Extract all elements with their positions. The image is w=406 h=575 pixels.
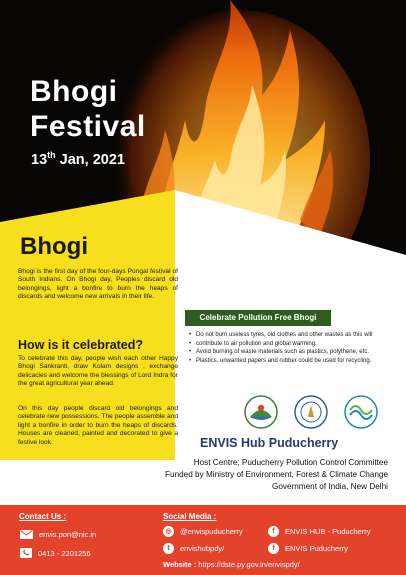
pollution-free-badge: Celebrate Pollution Free Bhogi	[185, 310, 331, 326]
title-line-2: Festival	[30, 110, 146, 143]
facebook-page-1[interactable]: ENVIS HUB - Puducherry	[285, 527, 371, 536]
contact-heading: Contact Us :	[19, 512, 67, 521]
festival-date	[31, 150, 125, 168]
tip-item: • Plastics, unwanted papers and rubber could be used for recycling.	[189, 357, 389, 366]
tip-item: • contribute to air pollution and global warming.	[189, 340, 389, 349]
envis-hub-title: ENVIS Hub Puducherry	[200, 436, 339, 450]
footer	[0, 505, 406, 575]
government-text: Government of India, New Delhi	[271, 482, 388, 491]
twitter-handle[interactable]: envishubpdy/	[180, 544, 225, 553]
facebook-icon: f	[268, 543, 279, 554]
date-rest: Jan, 2021	[55, 151, 125, 168]
title-line-1: Bhogi	[30, 75, 118, 108]
puducherry-govt-logo	[244, 395, 278, 429]
twitter-link[interactable]	[163, 543, 224, 554]
email-contact[interactable]	[20, 530, 96, 539]
date-suffix: th	[47, 150, 56, 160]
tip-item: • Do not burn useless tyres, old clothes and other wastes as this will	[189, 331, 389, 340]
moefcc-emblem-logo	[294, 395, 328, 429]
celebrated-paragraph-2: On this day people discard old belongings and celebrate new possessions. The people assemble and light a bonfire in order to burn the heaps of discards. Houses are cleaned, painted and decorated to give a festive look.	[18, 405, 178, 446]
celebrated-heading: How is it celebrated?	[18, 338, 144, 352]
facebook-link-2[interactable]	[268, 543, 348, 554]
bhogi-description: Bhogi is the first day of the four-days Pongal festival of South Indians. On Bhogi day, Peoples discard old belongings, light a bonfire to burn the heaps of discards and welcome new arrivals in their life.	[18, 268, 178, 301]
instagram-icon: ◎	[163, 526, 174, 537]
bhogi-heading: Bhogi	[20, 233, 88, 260]
social-media-heading: Social Media :	[163, 512, 217, 521]
website-line	[163, 560, 300, 569]
facebook-link-1[interactable]	[268, 526, 370, 537]
website-label: Website :	[163, 560, 197, 569]
instagram-link[interactable]	[163, 526, 243, 537]
celebrated-paragraph-1: To celebrate this day, people wish each other Happy Bhogi Sankranti, draw Kolam designs , exchange delicacies and welcome the blessings of Lord Indra for the great agricultural year ahead.	[18, 355, 178, 388]
funded-by-text: Funded by Ministry of Environment, Forest & Climate Change	[165, 470, 388, 479]
pollution-tips-list	[189, 331, 389, 365]
date-day: 13	[31, 151, 48, 168]
facebook-page-2[interactable]: ENVIS Puducherry	[285, 544, 348, 553]
host-centre-text: Host Centre: Puducherry Pollution Control Committee	[193, 458, 388, 467]
website-url[interactable]: https://dste.py.gov.in/envispdy/	[198, 560, 300, 569]
envis-logo	[344, 395, 378, 429]
instagram-handle[interactable]: @envispuducherry	[180, 527, 243, 536]
email-text[interactable]: envis.pon@nic.in	[39, 530, 97, 539]
email-icon	[20, 530, 33, 539]
facebook-icon: f	[268, 526, 279, 537]
tip-item: • Avoid burning of waste materials such as plastics, polythene, etc.	[189, 348, 389, 357]
twitter-icon: t	[163, 543, 174, 554]
phone-icon	[20, 548, 32, 558]
phone-contact[interactable]	[20, 548, 91, 558]
phone-text: 0413 - 2201256	[38, 548, 91, 558]
